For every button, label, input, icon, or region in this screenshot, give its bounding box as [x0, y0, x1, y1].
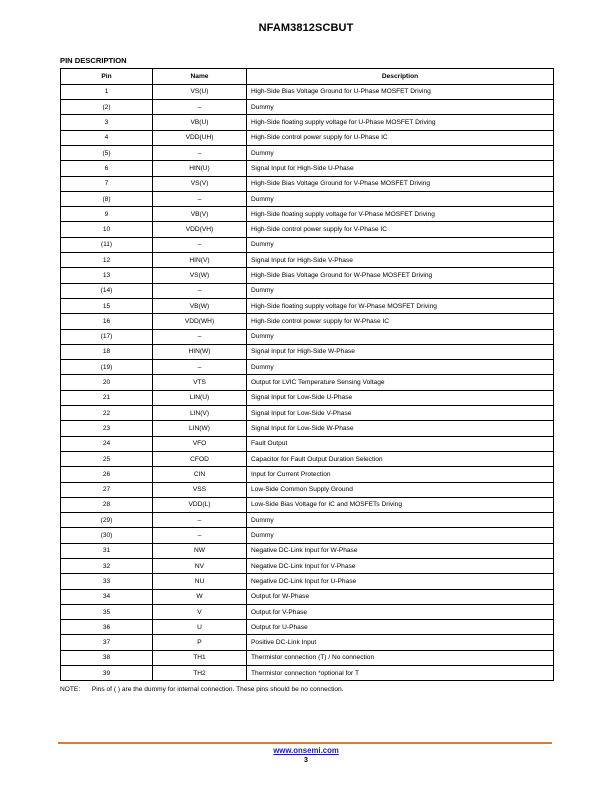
table-row	[61, 635, 554, 650]
page-number: 3	[304, 757, 308, 764]
pin-cell: 36	[61, 620, 153, 635]
table-row	[61, 115, 554, 130]
pin-cell: 39	[61, 666, 153, 681]
description-cell: Dummy	[247, 145, 554, 160]
pin-cell: (2)	[61, 100, 153, 115]
description-cell: Output for W-Phase	[247, 589, 554, 604]
pin-cell: (29)	[61, 513, 153, 528]
table-row	[61, 145, 554, 160]
name-cell: VDD(VH)	[153, 222, 247, 237]
description-cell: High-Side control power supply for W-Phase IC	[247, 314, 554, 329]
description-cell: Dummy	[247, 237, 554, 252]
name-cell: VS(V)	[153, 176, 247, 191]
section-title: PIN DESCRIPTION	[60, 56, 127, 65]
pin-cell: 10	[61, 222, 153, 237]
table-note	[60, 686, 344, 693]
pin-cell: 26	[61, 467, 153, 482]
footer-link-container	[0, 746, 612, 755]
description-cell: Thermistor connection (T) / No connection	[247, 650, 554, 665]
description-cell: Input for Current Protection	[247, 467, 554, 482]
table-row	[61, 237, 554, 252]
table-row	[61, 222, 554, 237]
pin-cell: 32	[61, 559, 153, 574]
table-row	[61, 451, 554, 466]
table-row	[61, 191, 554, 206]
description-cell: Dummy	[247, 528, 554, 543]
table-row	[61, 513, 554, 528]
pin-cell: 13	[61, 268, 153, 283]
table-row	[61, 100, 554, 115]
description-cell: Capacitor for Fault Output Duration Selection	[247, 451, 554, 466]
table-row	[61, 314, 554, 329]
name-cell: –	[153, 513, 247, 528]
pin-cell: 24	[61, 436, 153, 451]
pin-cell: 12	[61, 253, 153, 268]
table-row	[61, 421, 554, 436]
table-row	[61, 574, 554, 589]
table-row	[61, 650, 554, 665]
table-row	[61, 253, 554, 268]
name-cell: –	[153, 360, 247, 375]
description-cell: Negative DC-Link Input for W-Phase	[247, 543, 554, 558]
table-row	[61, 666, 554, 681]
pin-cell: 37	[61, 635, 153, 650]
table-row	[61, 130, 554, 145]
name-cell: VS(U)	[153, 84, 247, 99]
pin-cell: 4	[61, 130, 153, 145]
pin-cell: 33	[61, 574, 153, 589]
pin-cell: 6	[61, 161, 153, 176]
pin-cell: 21	[61, 390, 153, 405]
note-label: NOTE:	[60, 686, 81, 693]
pin-cell: (19)	[61, 360, 153, 375]
description-cell: Dummy	[247, 329, 554, 344]
pin-cell: 34	[61, 589, 153, 604]
description-cell: Signal Input for Low-Side W-Phase	[247, 421, 554, 436]
table-row	[61, 467, 554, 482]
name-cell: VB(U)	[153, 115, 247, 130]
footer-divider	[58, 742, 552, 744]
table-row	[61, 329, 554, 344]
name-cell: –	[153, 283, 247, 298]
table-header-row	[61, 69, 554, 85]
name-cell: VTS	[153, 375, 247, 390]
document-title: NFAM3812SCBUT	[258, 22, 354, 34]
description-cell: High-Side control power supply for V-Phase IC	[247, 222, 554, 237]
pin-cell: 27	[61, 482, 153, 497]
column-header-name: Name	[153, 69, 247, 85]
table-row	[61, 543, 554, 558]
table-row	[61, 298, 554, 313]
description-cell: High-Side floating supply voltage for V-Phase MOSFET Driving	[247, 207, 554, 222]
pin-cell: 16	[61, 314, 153, 329]
description-cell: High-Side Bias Voltage Ground for W-Phase MOSFET Driving	[247, 268, 554, 283]
description-cell: Low-Side Bias Voltage for IC and MOSFETs Driving	[247, 497, 554, 512]
name-cell: VDD(WH)	[153, 314, 247, 329]
name-cell: LIN(V)	[153, 406, 247, 421]
pin-cell: (17)	[61, 329, 153, 344]
pin-cell: (11)	[61, 237, 153, 252]
name-cell: CIN	[153, 467, 247, 482]
name-cell: VS(W)	[153, 268, 247, 283]
description-cell: Low-Side Common Supply Ground	[247, 482, 554, 497]
table-row	[61, 604, 554, 619]
description-cell: Dummy	[247, 360, 554, 375]
description-cell: High-Side Bias Voltage Ground for U-Phase MOSFET Driving	[247, 84, 554, 99]
column-header-description: Description	[247, 69, 554, 85]
name-cell: –	[153, 329, 247, 344]
description-cell: Signal Input for High-Side U-Phase	[247, 161, 554, 176]
table-row	[61, 406, 554, 421]
name-cell: HIN(W)	[153, 344, 247, 359]
description-cell: High-Side control power supply for U-Phase IC	[247, 130, 554, 145]
description-cell: Signal Input for High-Side W-Phase	[247, 344, 554, 359]
description-cell: High-Side floating supply voltage for U-Phase MOSFET Driving	[247, 115, 554, 130]
name-cell: LIN(U)	[153, 390, 247, 405]
description-cell: Output for V-Phase	[247, 604, 554, 619]
table-row	[61, 344, 554, 359]
name-cell: TH1	[153, 650, 247, 665]
name-cell: NV	[153, 559, 247, 574]
description-cell: Positive DC-Link Input	[247, 635, 554, 650]
name-cell: VDD(L)	[153, 497, 247, 512]
column-header-pin: Pin	[61, 69, 153, 85]
description-cell: Signal Input for Low-Side U-Phase	[247, 390, 554, 405]
table-body	[61, 84, 554, 681]
name-cell: VB(W)	[153, 298, 247, 313]
table-row	[61, 360, 554, 375]
table-row	[61, 390, 554, 405]
pin-cell: 31	[61, 543, 153, 558]
name-cell: TH2	[153, 666, 247, 681]
table-row	[61, 589, 554, 604]
pin-cell: 7	[61, 176, 153, 191]
name-cell: –	[153, 100, 247, 115]
description-cell: Fault Output	[247, 436, 554, 451]
table-row	[61, 84, 554, 99]
name-cell: –	[153, 528, 247, 543]
table-row	[61, 528, 554, 543]
pin-cell: 18	[61, 344, 153, 359]
name-cell: VDD(UH)	[153, 130, 247, 145]
pin-cell: 9	[61, 207, 153, 222]
name-cell: –	[153, 237, 247, 252]
description-cell: Thermistor connection *optional for T	[247, 666, 554, 681]
table-row	[61, 176, 554, 191]
name-cell: –	[153, 145, 247, 160]
name-cell: P	[153, 635, 247, 650]
description-cell: Negative DC-Link Input for V-Phase	[247, 559, 554, 574]
description-cell: Signal Input for Low-Side V-Phase	[247, 406, 554, 421]
pin-cell: (5)	[61, 145, 153, 160]
pin-cell: 15	[61, 298, 153, 313]
table-row	[61, 207, 554, 222]
pin-cell: 3	[61, 115, 153, 130]
pin-cell: 1	[61, 84, 153, 99]
table-row	[61, 161, 554, 176]
name-cell: –	[153, 191, 247, 206]
pin-cell: 25	[61, 451, 153, 466]
pin-cell: (30)	[61, 528, 153, 543]
pin-description-table	[60, 68, 554, 681]
pin-cell: 28	[61, 497, 153, 512]
description-cell: Signal Input for High-Side V-Phase	[247, 253, 554, 268]
table-row	[61, 620, 554, 635]
name-cell: W	[153, 589, 247, 604]
description-cell: Output for LVIC Temperature Sensing Voltage	[247, 375, 554, 390]
name-cell: NW	[153, 543, 247, 558]
name-cell: NU	[153, 574, 247, 589]
pin-cell: (14)	[61, 283, 153, 298]
description-cell: Negative DC-Link Input for U-Phase	[247, 574, 554, 589]
name-cell: VFO	[153, 436, 247, 451]
pin-cell: 20	[61, 375, 153, 390]
description-cell: Dummy	[247, 100, 554, 115]
name-cell: U	[153, 620, 247, 635]
pin-cell: (8)	[61, 191, 153, 206]
table-row	[61, 436, 554, 451]
table-row	[61, 375, 554, 390]
description-cell: Dummy	[247, 283, 554, 298]
table-row	[61, 268, 554, 283]
name-cell: V	[153, 604, 247, 619]
description-cell: High-Side Bias Voltage Ground for V-Phase MOSFET Driving	[247, 176, 554, 191]
name-cell: HIN(U)	[153, 161, 247, 176]
pin-cell: 35	[61, 604, 153, 619]
description-cell: High-Side floating supply voltage for W-Phase MOSFET Driving	[247, 298, 554, 313]
name-cell: VSS	[153, 482, 247, 497]
table-row	[61, 283, 554, 298]
description-cell: Dummy	[247, 191, 554, 206]
name-cell: LIN(W)	[153, 421, 247, 436]
description-cell: Output for U-Phase	[247, 620, 554, 635]
table-row	[61, 497, 554, 512]
website-link[interactable]: www.onsemi.com	[273, 746, 339, 755]
name-cell: HIN(V)	[153, 253, 247, 268]
pin-cell: 38	[61, 650, 153, 665]
note-text: Pins of ( ) are the dummy for internal connection. These pins should be no connection.	[91, 686, 344, 693]
description-cell: Dummy	[247, 513, 554, 528]
name-cell: CFOD	[153, 451, 247, 466]
pin-cell: 23	[61, 421, 153, 436]
table-row	[61, 559, 554, 574]
name-cell: VB(V)	[153, 207, 247, 222]
pin-cell: 22	[61, 406, 153, 421]
table-row	[61, 482, 554, 497]
